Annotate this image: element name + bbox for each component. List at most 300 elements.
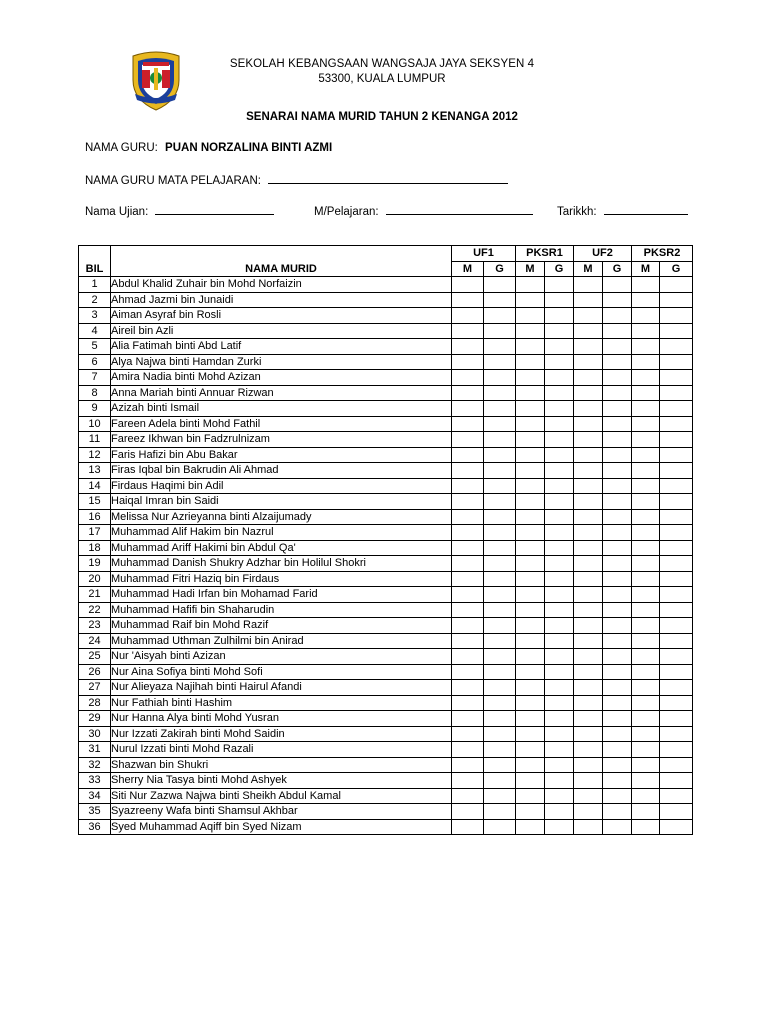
pksr1-m-mark-cell[interactable]	[516, 494, 545, 510]
pksr1-m-mark-cell[interactable]	[516, 432, 545, 448]
uf2-g-mark-cell[interactable]	[603, 447, 632, 463]
uf2-g-mark-cell[interactable]	[603, 277, 632, 293]
pksr1-g-mark-cell[interactable]	[545, 432, 574, 448]
uf1-g-mark-cell[interactable]	[484, 525, 516, 541]
uf2-g-mark-cell[interactable]	[603, 649, 632, 665]
pksr2-g-mark-cell[interactable]	[660, 726, 693, 742]
uf1-g-mark-cell[interactable]	[484, 788, 516, 804]
pksr1-m-mark-cell[interactable]	[516, 556, 545, 572]
uf1-g-mark-cell[interactable]	[484, 401, 516, 417]
pksr1-m-mark-cell[interactable]	[516, 447, 545, 463]
pksr1-g-mark-cell[interactable]	[545, 649, 574, 665]
pksr1-g-mark-cell[interactable]	[545, 478, 574, 494]
pksr1-g-mark-cell[interactable]	[545, 602, 574, 618]
uf2-g-mark-cell[interactable]	[603, 664, 632, 680]
pksr2-m-mark-cell[interactable]	[632, 540, 660, 556]
uf1-m-mark-cell[interactable]	[452, 556, 484, 572]
subject-teacher-blank[interactable]	[268, 172, 508, 184]
uf1-m-mark-cell[interactable]	[452, 308, 484, 324]
uf2-m-mark-cell[interactable]	[574, 664, 603, 680]
pksr2-m-mark-cell[interactable]	[632, 819, 660, 835]
pksr2-g-mark-cell[interactable]	[660, 602, 693, 618]
uf1-m-mark-cell[interactable]	[452, 664, 484, 680]
pksr2-g-mark-cell[interactable]	[660, 401, 693, 417]
uf1-g-mark-cell[interactable]	[484, 664, 516, 680]
pksr2-m-mark-cell[interactable]	[632, 277, 660, 293]
pksr2-g-mark-cell[interactable]	[660, 649, 693, 665]
uf1-g-mark-cell[interactable]	[484, 277, 516, 293]
uf1-g-mark-cell[interactable]	[484, 742, 516, 758]
pksr2-g-mark-cell[interactable]	[660, 385, 693, 401]
uf2-g-mark-cell[interactable]	[603, 292, 632, 308]
uf1-m-mark-cell[interactable]	[452, 695, 484, 711]
pksr1-m-mark-cell[interactable]	[516, 339, 545, 355]
pksr2-g-mark-cell[interactable]	[660, 540, 693, 556]
pksr2-g-mark-cell[interactable]	[660, 804, 693, 820]
pksr1-g-mark-cell[interactable]	[545, 695, 574, 711]
uf2-g-mark-cell[interactable]	[603, 742, 632, 758]
uf2-header: UF2	[574, 246, 632, 262]
date-blank[interactable]	[604, 203, 688, 215]
pksr2-m-mark-cell[interactable]	[632, 695, 660, 711]
pksr1-m-mark-cell[interactable]	[516, 618, 545, 634]
student-name: Nur Aina Sofiya binti Mohd Sofi	[111, 664, 452, 680]
pksr2-m-mark-cell[interactable]	[632, 339, 660, 355]
uf1-g-mark-cell[interactable]	[484, 308, 516, 324]
pksr2-g-mark-cell[interactable]	[660, 819, 693, 835]
uf1-g-mark-cell[interactable]	[484, 323, 516, 339]
pksr2-m-mark-cell[interactable]	[632, 587, 660, 603]
pksr2-m-mark-cell[interactable]	[632, 680, 660, 696]
pksr2-g-mark-cell[interactable]	[660, 633, 693, 649]
uf2-m-mark-cell[interactable]	[574, 695, 603, 711]
pksr1-g-mark-cell[interactable]	[545, 370, 574, 386]
pksr2-g-mark-cell[interactable]	[660, 618, 693, 634]
pksr1-m-mark-cell[interactable]	[516, 587, 545, 603]
pksr2-m-mark-cell[interactable]	[632, 804, 660, 820]
pksr2-g-mark-cell[interactable]	[660, 292, 693, 308]
uf1-m-mark-cell[interactable]	[452, 711, 484, 727]
pksr2-m-mark-cell[interactable]	[632, 509, 660, 525]
pksr1-g-mark-cell[interactable]	[545, 571, 574, 587]
uf2-m-mark-cell[interactable]	[574, 649, 603, 665]
uf2-m-mark-cell[interactable]	[574, 339, 603, 355]
uf2-m-mark-cell[interactable]	[574, 680, 603, 696]
uf2-m-mark-cell[interactable]	[574, 463, 603, 479]
uf2-g-mark-cell[interactable]	[603, 819, 632, 835]
pksr2-g-mark-cell[interactable]	[660, 323, 693, 339]
uf1-m-mark-cell[interactable]	[452, 339, 484, 355]
pksr1-g-mark-cell[interactable]	[545, 494, 574, 510]
pksr1-m-mark-cell[interactable]	[516, 277, 545, 293]
uf2-g-mark-cell[interactable]	[603, 618, 632, 634]
pksr2-g-mark-cell[interactable]	[660, 773, 693, 789]
uf2-g-mark-cell[interactable]	[603, 385, 632, 401]
uf1-g-mark-cell[interactable]	[484, 587, 516, 603]
pksr1-m-mark-cell[interactable]	[516, 680, 545, 696]
pksr2-g-mark-cell[interactable]	[660, 556, 693, 572]
test-name-blank[interactable]	[155, 203, 274, 215]
pksr2-g-mark-cell[interactable]	[660, 525, 693, 541]
pksr2-g-mark-cell[interactable]	[660, 757, 693, 773]
pksr2-m-mark-cell[interactable]	[632, 649, 660, 665]
uf1-m-mark-cell[interactable]	[452, 649, 484, 665]
pksr1-m-mark-cell[interactable]	[516, 757, 545, 773]
uf1-g-mark-cell[interactable]	[484, 633, 516, 649]
uf2-m-mark-cell[interactable]	[574, 540, 603, 556]
uf2-g-mark-cell[interactable]	[603, 370, 632, 386]
student-name: Abdul Khalid Zuhair bin Mohd Norfaizin	[111, 277, 452, 293]
uf2-g-mark-cell[interactable]	[603, 323, 632, 339]
pksr1-g-mark-cell[interactable]	[545, 804, 574, 820]
uf1-g-mark-cell[interactable]	[484, 757, 516, 773]
uf2-g-mark-cell[interactable]	[603, 695, 632, 711]
uf1-m-mark-cell[interactable]	[452, 292, 484, 308]
pksr2-m-mark-cell[interactable]	[632, 726, 660, 742]
uf1-g-mark-cell[interactable]	[484, 571, 516, 587]
uf1-m-mark-cell[interactable]	[452, 354, 484, 370]
pksr2-m-mark-cell[interactable]	[632, 773, 660, 789]
uf2-m-mark-cell[interactable]	[574, 385, 603, 401]
uf1-g-mark-cell[interactable]	[484, 509, 516, 525]
uf1-g-mark-cell[interactable]	[484, 339, 516, 355]
uf2-m-mark-cell[interactable]	[574, 354, 603, 370]
pksr1-g-mark-cell[interactable]	[545, 463, 574, 479]
pksr2-m-mark-cell[interactable]	[632, 370, 660, 386]
uf2-m-mark-cell[interactable]	[574, 819, 603, 835]
pksr1-m-mark-cell[interactable]	[516, 540, 545, 556]
pksr2-g-mark-cell[interactable]	[660, 447, 693, 463]
uf1-m-mark-cell[interactable]	[452, 819, 484, 835]
pksr1-m-mark-cell[interactable]	[516, 804, 545, 820]
uf2-m-mark-cell[interactable]	[574, 432, 603, 448]
pksr2-g-mark-cell[interactable]	[660, 339, 693, 355]
uf2-m-mark-cell[interactable]	[574, 556, 603, 572]
pksr1-m-mark-cell[interactable]	[516, 742, 545, 758]
uf2-m-mark-cell[interactable]	[574, 587, 603, 603]
uf1-m-mark-cell[interactable]	[452, 757, 484, 773]
pksr1-m-mark-cell[interactable]	[516, 819, 545, 835]
pksr2-m-mark-cell[interactable]	[632, 618, 660, 634]
pksr1-m-mark-cell[interactable]	[516, 664, 545, 680]
pksr2-g-mark-cell[interactable]	[660, 587, 693, 603]
uf1-m-mark-cell[interactable]	[452, 680, 484, 696]
pksr1-m-mark-cell[interactable]	[516, 633, 545, 649]
uf1-g-mark-cell[interactable]	[484, 695, 516, 711]
uf2-m-mark-cell[interactable]	[574, 416, 603, 432]
pksr1-g-mark-cell[interactable]	[545, 277, 574, 293]
uf1-m-mark-cell[interactable]	[452, 463, 484, 479]
uf2-g-mark-cell[interactable]	[603, 680, 632, 696]
pksr1-g-mark-cell[interactable]	[545, 385, 574, 401]
pksr2-m-mark-cell[interactable]	[632, 478, 660, 494]
uf2-g-mark-cell[interactable]	[603, 633, 632, 649]
uf1-m-mark-cell[interactable]	[452, 602, 484, 618]
pksr2-g-mark-cell[interactable]	[660, 571, 693, 587]
uf2-g-mark-cell[interactable]	[603, 525, 632, 541]
uf2-g-mark-cell[interactable]	[603, 757, 632, 773]
uf2-g-mark-cell[interactable]	[603, 509, 632, 525]
pksr2-m-mark-cell[interactable]	[632, 432, 660, 448]
uf1-g-mark-cell[interactable]	[484, 556, 516, 572]
uf1-g-mark-cell[interactable]	[484, 478, 516, 494]
uf2-m-mark-cell[interactable]	[574, 742, 603, 758]
pksr2-m-mark-cell[interactable]	[632, 664, 660, 680]
uf2-g-mark-cell[interactable]	[603, 416, 632, 432]
uf2-g-mark-cell[interactable]	[603, 463, 632, 479]
uf2-g-mark-cell[interactable]	[603, 540, 632, 556]
pksr1-m-mark-cell[interactable]	[516, 354, 545, 370]
uf1-g-mark-cell[interactable]	[484, 602, 516, 618]
uf1-g-mark-cell[interactable]	[484, 494, 516, 510]
pksr2-m-mark-cell[interactable]	[632, 602, 660, 618]
pksr1-m-mark-cell[interactable]	[516, 726, 545, 742]
uf1-g-mark-cell[interactable]	[484, 432, 516, 448]
pksr1-m-mark-cell[interactable]	[516, 525, 545, 541]
pksr2-g-mark-cell[interactable]	[660, 354, 693, 370]
uf2-m-mark-cell[interactable]	[574, 633, 603, 649]
pksr1-m-mark-cell[interactable]	[516, 385, 545, 401]
uf1-m-mark-cell[interactable]	[452, 432, 484, 448]
uf2-g-mark-cell[interactable]	[603, 556, 632, 572]
pksr2-m-mark-cell[interactable]	[632, 463, 660, 479]
uf1-g-mark-cell[interactable]	[484, 726, 516, 742]
uf1-m-mark-cell[interactable]	[452, 478, 484, 494]
uf1-g-mark-cell[interactable]	[484, 385, 516, 401]
pksr1-g-mark-cell[interactable]	[545, 308, 574, 324]
pksr1-g-mark-cell[interactable]	[545, 556, 574, 572]
uf1-g-mark-cell[interactable]	[484, 292, 516, 308]
pksr2-g-mark-cell[interactable]	[660, 680, 693, 696]
uf1-g-mark-cell[interactable]	[484, 463, 516, 479]
uf2-m-mark-cell[interactable]	[574, 711, 603, 727]
uf2-m-mark-cell[interactable]	[574, 277, 603, 293]
pksr2-m-mark-cell[interactable]	[632, 292, 660, 308]
pksr1-g-mark-cell[interactable]	[545, 726, 574, 742]
pksr1-m-mark-cell[interactable]	[516, 602, 545, 618]
pksr1-m-mark-cell[interactable]	[516, 401, 545, 417]
pksr2-g-mark-cell[interactable]	[660, 711, 693, 727]
pksr2-g-mark-cell[interactable]	[660, 788, 693, 804]
pksr1-m-mark-cell[interactable]	[516, 649, 545, 665]
pksr2-g-mark-cell[interactable]	[660, 742, 693, 758]
pksr2-g-mark-cell[interactable]	[660, 308, 693, 324]
pksr2-g-mark-cell[interactable]	[660, 370, 693, 386]
pksr1-g-mark-cell[interactable]	[545, 757, 574, 773]
pksr1-g-mark-cell[interactable]	[545, 339, 574, 355]
pksr2-g-mark-cell[interactable]	[660, 478, 693, 494]
pksr1-m-mark-cell[interactable]	[516, 695, 545, 711]
row-number: 29	[79, 711, 111, 727]
uf1-m-mark-cell[interactable]	[452, 571, 484, 587]
pksr1-g-mark-cell[interactable]	[545, 416, 574, 432]
uf1-g-mark-cell[interactable]	[484, 680, 516, 696]
uf1-g-mark-cell[interactable]	[484, 540, 516, 556]
uf2-m-mark-cell[interactable]	[574, 618, 603, 634]
row-number: 11	[79, 432, 111, 448]
uf2-m-mark-cell[interactable]	[574, 773, 603, 789]
pksr1-m-mark-cell[interactable]	[516, 292, 545, 308]
uf1-g-mark-cell[interactable]	[484, 711, 516, 727]
pksr1-g-mark-cell[interactable]	[545, 680, 574, 696]
uf2-m-mark-cell[interactable]	[574, 726, 603, 742]
pksr1-g-mark-cell[interactable]	[545, 509, 574, 525]
uf1-m-mark-cell[interactable]	[452, 587, 484, 603]
pksr2-m-mark-cell[interactable]	[632, 323, 660, 339]
uf2-m-mark-cell[interactable]	[574, 525, 603, 541]
uf2-m-mark-cell[interactable]	[574, 788, 603, 804]
uf2-m-mark-cell[interactable]	[574, 757, 603, 773]
pksr1-g-mark-cell[interactable]	[545, 773, 574, 789]
uf1-g-mark-cell[interactable]	[484, 416, 516, 432]
uf2-m-mark-cell[interactable]	[574, 571, 603, 587]
pksr1-m-mark-cell[interactable]	[516, 323, 545, 339]
pksr2-m-mark-cell[interactable]	[632, 354, 660, 370]
uf1-m-mark-cell[interactable]	[452, 788, 484, 804]
pksr1-m-mark-cell[interactable]	[516, 416, 545, 432]
pksr2-m-mark-cell[interactable]	[632, 416, 660, 432]
pksr1-g-mark-cell[interactable]	[545, 292, 574, 308]
uf1-m-mark-cell[interactable]	[452, 416, 484, 432]
uf2-m-mark-cell[interactable]	[574, 804, 603, 820]
uf1-m-mark-cell[interactable]	[452, 804, 484, 820]
row-number: 8	[79, 385, 111, 401]
pksr1-g-mark-cell[interactable]	[545, 819, 574, 835]
uf2-m-mark-cell[interactable]	[574, 494, 603, 510]
uf1-m-mark-cell[interactable]	[452, 742, 484, 758]
pksr2-g-mark-cell[interactable]	[660, 463, 693, 479]
uf1-m-mark-cell[interactable]	[452, 277, 484, 293]
uf2-m-mark-cell[interactable]	[574, 292, 603, 308]
pksr1-m-mark-cell[interactable]	[516, 509, 545, 525]
subject-blank[interactable]	[386, 203, 533, 215]
uf1-g-mark-cell[interactable]	[484, 618, 516, 634]
uf2-m-mark-cell[interactable]	[574, 401, 603, 417]
pksr1-g-mark-cell[interactable]	[545, 587, 574, 603]
uf2-m-mark-cell[interactable]	[574, 323, 603, 339]
uf2-m-mark-cell[interactable]	[574, 602, 603, 618]
pksr2-m-mark-cell[interactable]	[632, 571, 660, 587]
pksr1-m-mark-cell[interactable]	[516, 773, 545, 789]
pksr1-m-mark-cell[interactable]	[516, 370, 545, 386]
pksr2-m-mark-cell[interactable]	[632, 385, 660, 401]
uf1-g-mark-cell[interactable]	[484, 773, 516, 789]
uf1-m-mark-cell[interactable]	[452, 618, 484, 634]
uf1-m-mark-cell[interactable]	[452, 370, 484, 386]
pksr1-m-mark-cell[interactable]	[516, 308, 545, 324]
pksr1-g-mark-cell[interactable]	[545, 664, 574, 680]
uf2-m-mark-cell[interactable]	[574, 447, 603, 463]
pksr1-g-mark-cell[interactable]	[545, 633, 574, 649]
uf1-g-mark-cell[interactable]	[484, 447, 516, 463]
pksr1-g-mark-cell[interactable]	[545, 788, 574, 804]
uf2-g-mark-cell[interactable]	[603, 432, 632, 448]
pksr1-g-mark-cell[interactable]	[545, 354, 574, 370]
uf1-m-mark-cell[interactable]	[452, 525, 484, 541]
uf1-m-mark-cell[interactable]	[452, 633, 484, 649]
pksr2-m-mark-cell[interactable]	[632, 447, 660, 463]
pksr1-g-mark-cell[interactable]	[545, 447, 574, 463]
uf2-g-mark-cell[interactable]	[603, 478, 632, 494]
pksr2-g-mark-cell[interactable]	[660, 277, 693, 293]
pksr2-m-mark-cell[interactable]	[632, 757, 660, 773]
uf2-g-mark-cell[interactable]	[603, 726, 632, 742]
uf2-g-mark-cell[interactable]	[603, 354, 632, 370]
uf2-g-mark-cell[interactable]	[603, 308, 632, 324]
pksr2-g-mark-cell[interactable]	[660, 664, 693, 680]
uf2-g-mark-cell[interactable]	[603, 401, 632, 417]
uf1-m-mark-cell[interactable]	[452, 509, 484, 525]
pksr1-m-mark-cell[interactable]	[516, 711, 545, 727]
pksr2-m-mark-cell[interactable]	[632, 401, 660, 417]
uf2-m-mark-cell[interactable]	[574, 509, 603, 525]
pksr2-g-mark-cell[interactable]	[660, 494, 693, 510]
pksr1-g-mark-cell[interactable]	[545, 401, 574, 417]
student-name: Fareen Adela binti Mohd Fathil	[111, 416, 452, 432]
uf1-m-mark-cell[interactable]	[452, 726, 484, 742]
pksr2-m-mark-cell[interactable]	[632, 742, 660, 758]
uf2-g-mark-cell[interactable]	[603, 494, 632, 510]
uf2-m-mark-cell[interactable]	[574, 478, 603, 494]
uf1-m-mark-cell[interactable]	[452, 540, 484, 556]
uf1-m-mark-cell[interactable]	[452, 773, 484, 789]
uf2-m-mark-cell[interactable]	[574, 308, 603, 324]
uf1-g-mark-cell[interactable]	[484, 354, 516, 370]
pksr1-m-mark-cell[interactable]	[516, 788, 545, 804]
uf1-g-mark-cell[interactable]	[484, 370, 516, 386]
pksr2-m-mark-cell[interactable]	[632, 711, 660, 727]
pksr2-m-mark-cell[interactable]	[632, 556, 660, 572]
uf2-g-mark-cell[interactable]	[603, 804, 632, 820]
pksr1-g-mark-cell[interactable]	[545, 323, 574, 339]
pksr1-m-mark-cell[interactable]	[516, 571, 545, 587]
uf2-m-mark-cell[interactable]	[574, 370, 603, 386]
uf1-m-mark-cell[interactable]	[452, 401, 484, 417]
pksr2-g-mark-cell[interactable]	[660, 416, 693, 432]
uf1-g-mark-cell[interactable]	[484, 804, 516, 820]
pksr1-g-mark-cell[interactable]	[545, 711, 574, 727]
uf1-m-mark-cell[interactable]	[452, 494, 484, 510]
uf1-g-mark-cell[interactable]	[484, 649, 516, 665]
uf2-g-mark-cell[interactable]	[603, 788, 632, 804]
pksr2-m-mark-cell[interactable]	[632, 308, 660, 324]
pksr2-g-mark-cell[interactable]	[660, 695, 693, 711]
uf1-m-mark-cell[interactable]	[452, 385, 484, 401]
pksr1-g-mark-cell[interactable]	[545, 540, 574, 556]
pksr1-g-mark-cell[interactable]	[545, 525, 574, 541]
pksr1-m-mark-cell[interactable]	[516, 478, 545, 494]
pksr2-m-mark-cell[interactable]	[632, 494, 660, 510]
pksr1-g-mark-cell[interactable]	[545, 742, 574, 758]
uf1-g-mark-cell[interactable]	[484, 819, 516, 835]
uf1-m-mark-cell[interactable]	[452, 323, 484, 339]
table-row	[79, 339, 693, 355]
uf2-g-mark-cell[interactable]	[603, 711, 632, 727]
pksr2-g-mark-cell[interactable]	[660, 432, 693, 448]
pksr2-m-mark-cell[interactable]	[632, 633, 660, 649]
uf2-g-mark-cell[interactable]	[603, 587, 632, 603]
pksr2-m-mark-cell[interactable]	[632, 525, 660, 541]
uf2-g-mark-cell[interactable]	[603, 339, 632, 355]
pksr1-m-mark-cell[interactable]	[516, 463, 545, 479]
uf2-g-mark-cell[interactable]	[603, 773, 632, 789]
uf2-g-mark-cell[interactable]	[603, 571, 632, 587]
pksr2-g-mark-cell[interactable]	[660, 509, 693, 525]
uf1-m-mark-cell[interactable]	[452, 447, 484, 463]
uf2-g-mark-cell[interactable]	[603, 602, 632, 618]
pksr2-m-mark-cell[interactable]	[632, 788, 660, 804]
pksr1-g-mark-cell[interactable]	[545, 618, 574, 634]
